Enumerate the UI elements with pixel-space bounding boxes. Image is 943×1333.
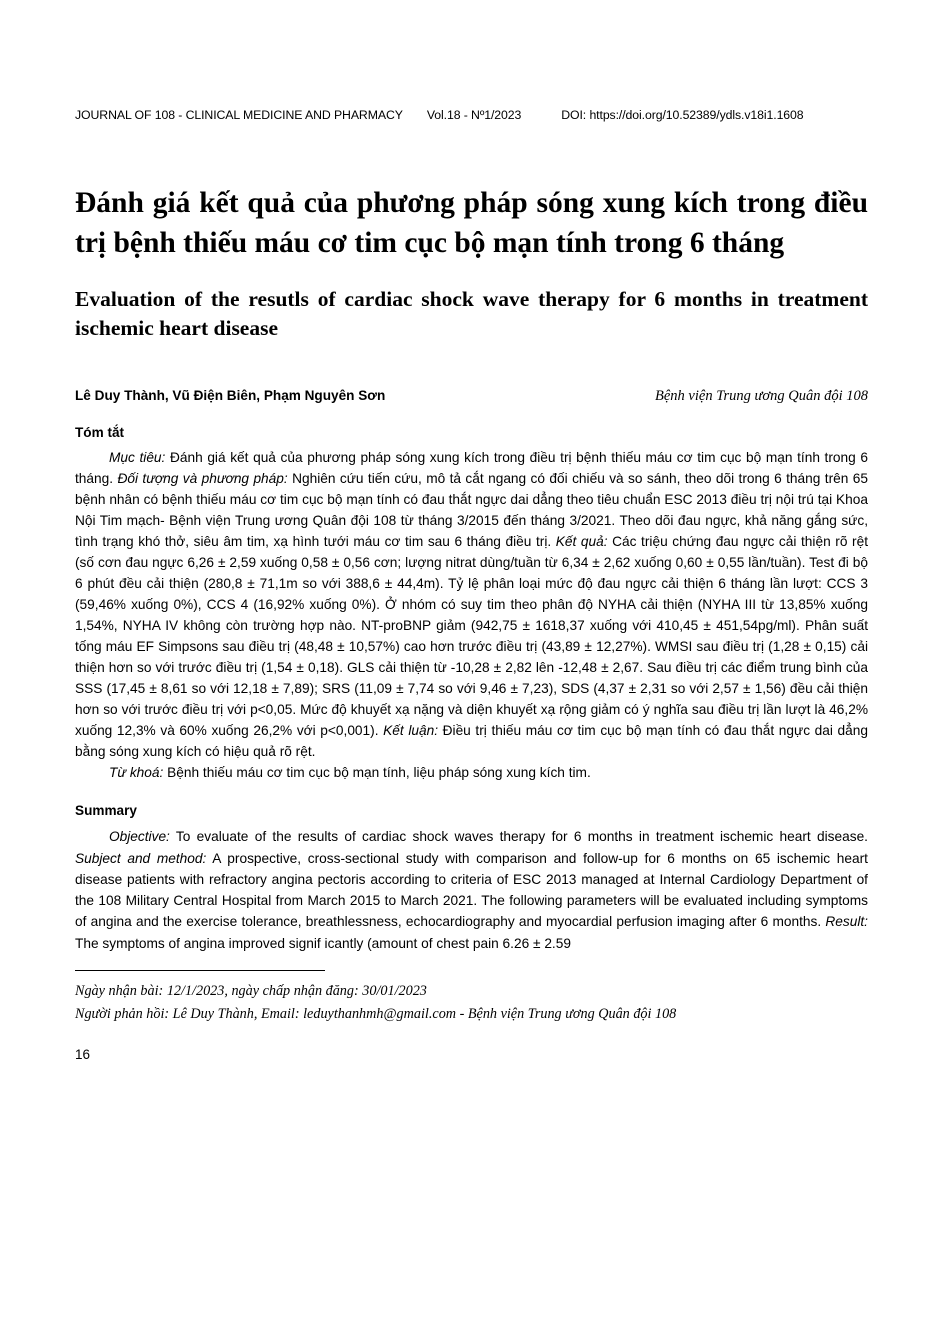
authors-row (75, 388, 868, 405)
running-head (75, 108, 868, 122)
text-keywords-vn: Bệnh thiếu máu cơ tim cục bộ mạn tính, liệu pháp sóng xung kích tim. (163, 764, 591, 780)
label-keywords-vn: Từ khoá: (109, 764, 164, 780)
section-heading-summary-en: Summary (75, 803, 137, 819)
page-number: 16 (75, 1047, 91, 1063)
section-heading-abstract-vn: Tóm tắt (75, 425, 125, 441)
label-objective-vn: Mục tiêu: (109, 450, 166, 466)
text-method-vn: Nghiên cứu tiến cứu, mô tả cắt ngang có đối chiếu và so sánh, theo dõi trong 6 tháng trên 65 bệnh nhân có bệnh thiếu máu cơ tim cục bộ mạn tính có đau thắt ngực dai dẳng theo tiêu chuẩn ESC 2013 điều trị nội trú tại Khoa Nội Tim mạch- Bệnh viện Trung ương Quân đội 108 từ tháng 3/2015 đến tháng 3/2021. Theo dõi đau ngực, khả năng gắng sức, tình trạng khó thở, siêu âm tim, xạ hình tưới máu cơ tim sau 6 tháng điều trị. (75, 471, 868, 550)
page-title-english: Evaluation of the resutls of cardiac shock wave therapy for 6 months in treatment ischemic heart disease (75, 287, 868, 340)
footnote-received-date: Ngày nhận bài: 12/1/2023, ngày chấp nhận đăng: 30/01/2023 (75, 982, 427, 999)
footnotes (75, 980, 868, 1025)
text-objective-en: To evaluate of the results of cardiac shock waves therapy for 6 months in treatment ischemic heart disease. (169, 829, 868, 845)
footnote-divider (75, 970, 325, 971)
text-result-en: The symptoms of angina improved signif icantly (amount of chest pain 6.26 ± 2.59 (75, 935, 571, 951)
text-method-en: A prospective, cross-sectional study with comparison and follow-up for 6 months on 65 ischemic heart disease patients with refractory angina pectoris according to criteria of ESC 2013 managed at Internal Cardiology Department of the 108 Military Central Hospital from March 2015 to March 2021. The following parameters will be evaluated including symptoms of angina and the exercise tolerance, breathlessness, echocardiography and myocardial perfusion imaging after 6 months. (75, 850, 868, 930)
author-list: Lê Duy Thành, Vũ Điện Biên, Phạm Nguyên Sơn (75, 388, 386, 404)
text-result-vn: Các triệu chứng đau ngực cải thiện rõ rệt (số cơn đau ngực 6,26 ± 2,59 xuống 0,58 ± 0,56 cơn; lượng nitrat dùng/tuần từ 6,34 ± 2,62 xuống 0,60 ± 0,55 lần/tuần). Test đi bộ 6 phút đều cải thiện (280,8 ± 71,1m so với 388,6 ± 44,4m). Tỷ lệ phân loại mức độ đau ngực cải thiện 6 tháng lần lượt: CCS 3 (59,46% xuống 0%), CCS 4 (16,92% xuống 0%). Ở nhóm có suy tim theo phân độ NYHA cải thiện (NYHA III từ 13,85% xuống 1,54%, NYHA IV không còn trường hợp nào. NT-proBNP giảm (942,75 ± 1618,37 xuống với 410,45 ± 451,54pg/ml). Phân suất tống máu EF Simpsons sau điều trị (48,48 ± 10,57%) cao hơn trước điều trị (43,89 ± 12,27%). WMSI sau điều trị (1,28 ± 0,15) cải thiện hơn so với trước điều trị (1,54 ± 0,18). GLS cải thiện từ -10,28 ± 2,82 lên -12,48 ± 2,67. Sau điều trị các điểm trung bình của SSS (17,45 ± 8,61 so với 12,18 ± 7,89); SRS (11,09 ± 7,74 so với 9,46 ± 7,23), SDS (4,37 ± 2,31 so với 2,57 ± 1,56) đều cải thiện hơn so với trước điều trị với p<0,05. Mức độ khuyết xạ nặng và diện khuyết xạ rộng giảm có ý nghĩa sau điều trị lần lượt là 46,2% xuống 12,3% và 60% xuống 26,2% với p<0,001). (75, 534, 868, 738)
journal-volume: Vol.18 - Nº1/2023 (426, 108, 522, 122)
label-method-vn: Đối tượng và phương pháp: (117, 471, 288, 487)
article-doi: DOI: https://doi.org/10.52389/ydls.v18i1.1608 (561, 108, 804, 122)
footnote-corresponding-author: Người phản hồi: Lê Duy Thành, Email: leduythanhmh@gmail.com - Bệnh viện Trung ương Quân đội 108 (75, 1005, 677, 1022)
text-conclusion-vn: Điều trị thiếu máu cơ tim cục bộ mạn tính có đau thắt ngực dai dẳng bằng sóng xung kích có hiệu quả rõ rệt. (75, 722, 869, 759)
abstract-english (75, 826, 868, 953)
affiliation: Bệnh viện Trung ương Quân đội 108 (655, 388, 868, 405)
label-objective-en: Objective: (109, 829, 170, 845)
abstract-vietnamese (75, 448, 868, 762)
label-method-en: Subject and method: (75, 850, 207, 866)
keywords-vietnamese (75, 763, 868, 784)
page-title: Đánh giá kết quả của phương pháp sóng xung kích trong điều trị bệnh thiếu máu cơ tim cục bộ mạn tính trong 6 tháng (75, 187, 868, 259)
label-result-vn: Kết quả: (555, 534, 608, 550)
journal-name: JOURNAL OF 108 - CLINICAL MEDICINE AND PHARMACY (75, 108, 403, 122)
label-conclusion-vn: Kết luận: (383, 722, 439, 738)
label-result-en: Result: (825, 914, 868, 930)
text-objective-vn: Đánh giá kết quả của phương pháp sóng xung kích trong điều trị bệnh thiếu máu cơ tim cục bộ mạn tính trong 6 tháng. (75, 450, 868, 487)
